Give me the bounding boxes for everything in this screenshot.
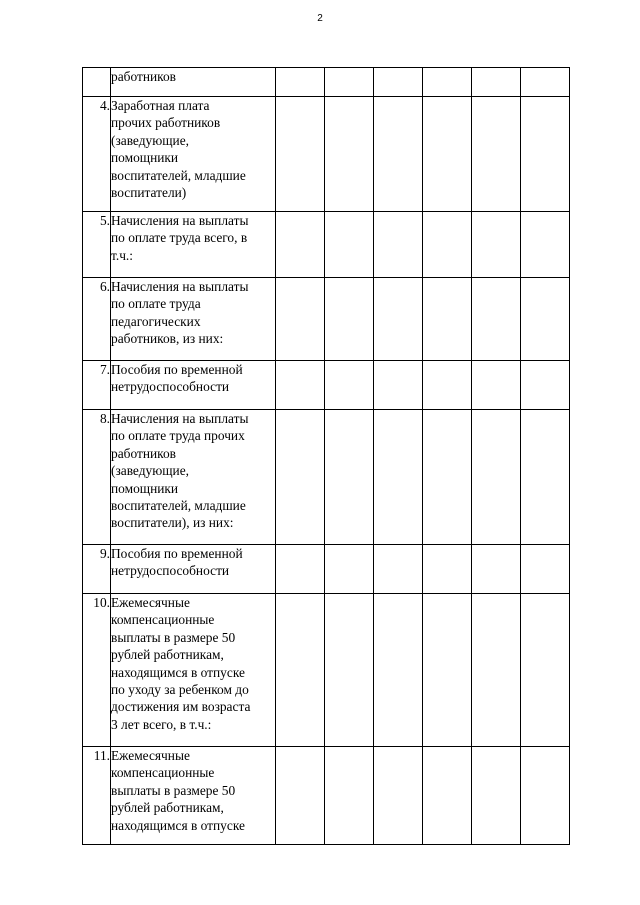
value-cell xyxy=(276,278,325,361)
description-line: Начисления на выплаты xyxy=(111,411,249,426)
row-description-cell xyxy=(111,68,276,97)
value-cell xyxy=(325,97,374,212)
value-cell xyxy=(276,97,325,212)
value-cell xyxy=(423,545,472,594)
description-line: (заведующие, xyxy=(111,132,189,148)
value-cell xyxy=(374,545,423,594)
value-cell xyxy=(374,410,423,545)
value-cell xyxy=(521,361,570,410)
value-cell xyxy=(472,278,521,361)
value-cell xyxy=(423,747,472,845)
description-line: рублей работникам, xyxy=(111,800,224,816)
description-line: работников xyxy=(111,445,176,461)
value-cell xyxy=(374,747,423,845)
description-line: помощники xyxy=(111,480,179,496)
value-cell xyxy=(423,594,472,747)
value-cell xyxy=(374,68,423,97)
row-description-cell xyxy=(111,545,276,594)
value-cell xyxy=(374,361,423,410)
row-description-cell xyxy=(111,410,276,545)
table-row xyxy=(83,361,570,410)
description-line: Начисления на выплаты xyxy=(111,279,249,294)
value-cell xyxy=(325,594,374,747)
value-cell xyxy=(276,594,325,747)
description-line: Ежемесячные xyxy=(111,595,190,610)
description-line: работников, из них: xyxy=(111,331,224,347)
row-description-cell xyxy=(111,278,276,361)
description-line: нетрудоспособности xyxy=(111,379,230,395)
value-cell xyxy=(423,212,472,278)
row-number-cell: 6. xyxy=(83,278,111,361)
description-line: находящимся в отпуске xyxy=(111,664,245,680)
value-cell xyxy=(521,97,570,212)
table-row xyxy=(83,410,570,545)
table-row xyxy=(83,545,570,594)
value-cell xyxy=(423,278,472,361)
table-row xyxy=(83,97,570,212)
value-cell xyxy=(325,212,374,278)
budget-table xyxy=(82,67,570,845)
description-line: воспитатели), из них: xyxy=(111,515,234,531)
row-description-cell xyxy=(111,212,276,278)
value-cell xyxy=(472,545,521,594)
row-number-cell: 7. xyxy=(83,361,111,410)
description-line: рублей работникам, xyxy=(111,647,224,663)
value-cell xyxy=(374,212,423,278)
row-number-cell xyxy=(83,68,111,97)
description-line: компенсационные xyxy=(111,612,215,628)
value-cell xyxy=(325,278,374,361)
description-line: находящимся в отпуске xyxy=(111,817,245,833)
description-line: достижения им возраста xyxy=(111,699,251,715)
value-cell xyxy=(276,410,325,545)
value-cell xyxy=(325,68,374,97)
row-description-cell xyxy=(111,747,276,845)
value-cell xyxy=(374,278,423,361)
description-line: т.ч.: xyxy=(111,247,133,263)
value-cell xyxy=(521,68,570,97)
description-line: помощники xyxy=(111,150,179,166)
value-cell xyxy=(472,594,521,747)
value-cell xyxy=(276,361,325,410)
value-cell xyxy=(472,97,521,212)
value-cell xyxy=(521,545,570,594)
value-cell xyxy=(423,410,472,545)
description-line: нетрудоспособности xyxy=(111,563,230,579)
description-line: воспитателей, младшие xyxy=(111,498,246,514)
table-row xyxy=(83,594,570,747)
table-row xyxy=(83,68,570,97)
description-line: выплаты в размере 50 xyxy=(111,782,236,798)
row-number-cell: 9. xyxy=(83,545,111,594)
table-row xyxy=(83,212,570,278)
description-line: Заработная плата xyxy=(111,98,210,113)
description-line: Пособия по временной xyxy=(111,362,243,377)
value-cell xyxy=(521,747,570,845)
row-number-cell: 11. xyxy=(83,747,111,845)
row-description-cell xyxy=(111,97,276,212)
description-line: по оплате труда всего, в xyxy=(111,230,248,246)
value-cell xyxy=(325,747,374,845)
description-line: Начисления на выплаты xyxy=(111,213,249,228)
table-row xyxy=(83,747,570,845)
description-line: 3 лет всего, в т.ч.: xyxy=(111,716,212,732)
table-body xyxy=(83,68,570,845)
description-line: воспитателей, младшие xyxy=(111,167,246,183)
description-line: прочих работников xyxy=(111,115,221,131)
description-line: (заведующие, xyxy=(111,463,189,479)
description-line: по оплате труда xyxy=(111,296,201,312)
page-number: 2 xyxy=(317,13,323,24)
description-line: компенсационные xyxy=(111,765,215,781)
description-line: выплаты в размере 50 xyxy=(111,629,236,645)
value-cell xyxy=(325,361,374,410)
description-line: Ежемесячные xyxy=(111,748,190,763)
table-row xyxy=(83,278,570,361)
value-cell xyxy=(521,278,570,361)
value-cell xyxy=(423,97,472,212)
value-cell xyxy=(374,594,423,747)
row-number-cell: 5. xyxy=(83,212,111,278)
row-number-cell: 4. xyxy=(83,97,111,212)
description-line: по уходу за ребенком до xyxy=(111,682,249,698)
row-number-cell: 8. xyxy=(83,410,111,545)
value-cell xyxy=(521,594,570,747)
value-cell xyxy=(521,212,570,278)
value-cell xyxy=(276,212,325,278)
row-number-cell: 10. xyxy=(83,594,111,747)
value-cell xyxy=(325,410,374,545)
description-line: работников xyxy=(111,69,176,84)
description-line: воспитатели) xyxy=(111,185,187,201)
value-cell xyxy=(423,361,472,410)
row-description-cell xyxy=(111,594,276,747)
value-cell xyxy=(472,410,521,545)
value-cell xyxy=(374,97,423,212)
value-cell xyxy=(276,68,325,97)
value-cell xyxy=(325,545,374,594)
value-cell xyxy=(423,68,472,97)
row-description-cell xyxy=(111,361,276,410)
value-cell xyxy=(472,747,521,845)
value-cell xyxy=(276,545,325,594)
value-cell xyxy=(521,410,570,545)
description-line: Пособия по временной xyxy=(111,546,243,561)
value-cell xyxy=(472,361,521,410)
description-line: по оплате труда прочих xyxy=(111,428,245,444)
value-cell xyxy=(472,68,521,97)
value-cell xyxy=(276,747,325,845)
value-cell xyxy=(472,212,521,278)
description-line: педагогических xyxy=(111,313,201,329)
